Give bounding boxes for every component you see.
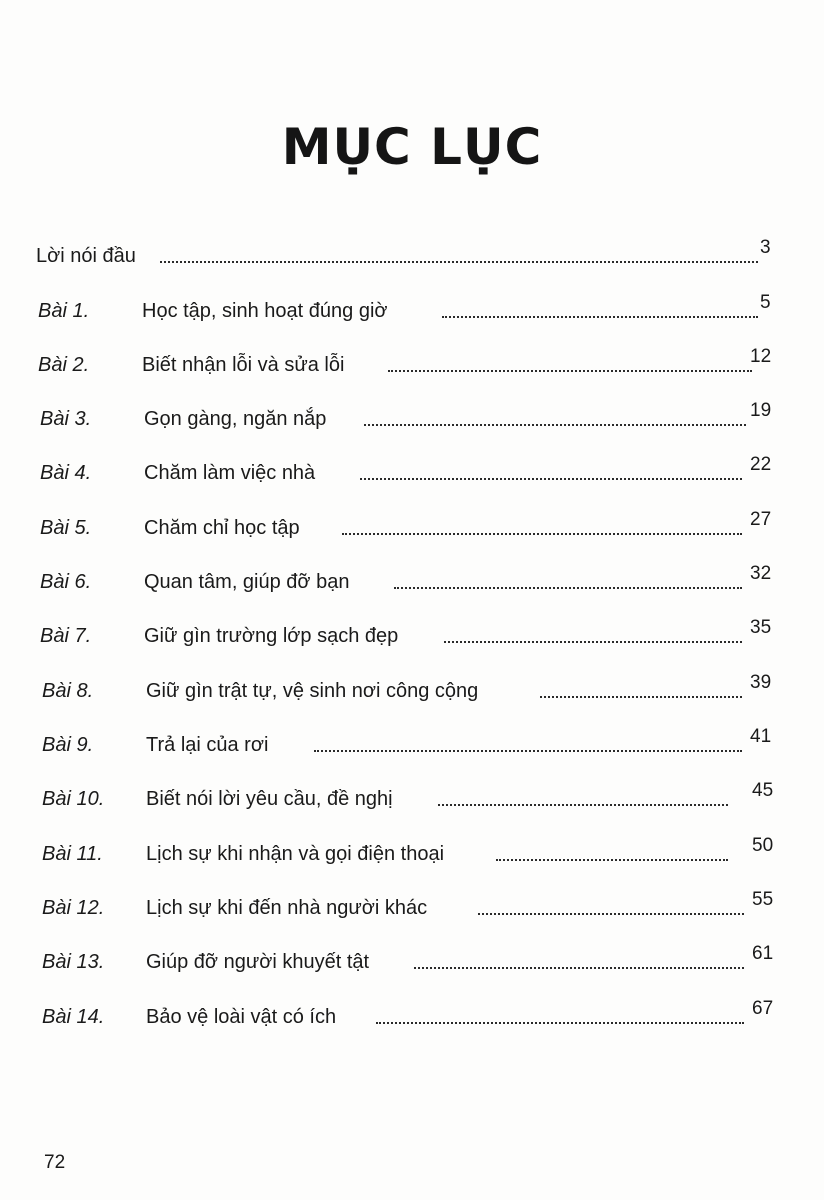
toc-entry-title: Biết nói lời yêu cầu, đề nghị	[146, 788, 393, 810]
toc-entry-label: Bài 11.	[42, 843, 103, 865]
toc-entry	[0, 780, 824, 818]
toc-entry	[0, 889, 824, 927]
toc-entry-page: 61	[752, 943, 774, 964]
dot-leader	[444, 629, 742, 643]
toc-entry	[0, 346, 824, 384]
toc-entry-page: 5	[760, 292, 771, 313]
toc-entry-label: Bài 12.	[42, 897, 105, 919]
dot-leader	[442, 304, 758, 318]
toc-entry	[0, 400, 824, 438]
toc-entry-label: Bài 9.	[42, 734, 94, 756]
dot-leader	[540, 684, 742, 698]
dot-leader	[496, 847, 728, 861]
dot-leader	[388, 358, 752, 372]
toc-entry	[0, 943, 824, 981]
toc-entry-label: Bài 3.	[40, 408, 92, 430]
toc-entry-page: 35	[750, 617, 772, 638]
toc-entry-title: Lời nói đầu	[36, 245, 136, 267]
toc-entry-page: 55	[752, 889, 774, 910]
dot-leader	[394, 575, 742, 589]
toc-entry-label: Bài 14.	[42, 1006, 105, 1028]
dot-leader	[364, 412, 746, 426]
toc-entry-title: Trả lại của rơi	[146, 734, 269, 756]
toc-entry	[0, 454, 824, 492]
dot-leader	[376, 1010, 744, 1024]
toc-entry-label: Bài 6.	[40, 571, 92, 593]
toc-entry-page: 19	[750, 400, 772, 421]
dot-leader	[414, 955, 744, 969]
dot-leader	[360, 466, 742, 480]
toc-entry	[0, 509, 824, 547]
dot-leader	[314, 738, 742, 752]
toc-entry-title: Bảo vệ loài vật có ích	[146, 1006, 337, 1028]
toc-entry-title: Quan tâm, giúp đỡ bạn	[144, 571, 350, 593]
toc-entry	[0, 617, 824, 655]
toc-entry-label: Bài 4.	[40, 462, 92, 484]
toc-entry-label: Bài 7.	[40, 625, 92, 647]
toc-entry-title: Chăm làm việc nhà	[144, 462, 316, 484]
toc-entry-page: 50	[752, 835, 774, 856]
toc-entry-title: Biết nhận lỗi và sửa lỗi	[142, 354, 345, 376]
dot-leader	[160, 249, 758, 263]
toc-entry	[0, 672, 824, 710]
toc-entry-title: Gọn gàng, ngăn nắp	[144, 408, 327, 430]
dot-leader	[438, 792, 728, 806]
toc-entry-label: Bài 10.	[42, 788, 105, 810]
toc-entry-intro	[0, 237, 824, 275]
toc-entry-page: 3	[760, 237, 771, 258]
toc-entry-title: Giúp đỡ người khuyết tật	[146, 951, 370, 973]
dot-leader	[478, 901, 744, 915]
toc-entry-label: Bài 13.	[42, 951, 105, 973]
page-number: 72	[44, 1152, 66, 1173]
page-title: MỤC LỤC	[281, 118, 543, 176]
toc-entry-page: 22	[750, 454, 772, 475]
toc-entry-page: 67	[752, 998, 774, 1019]
toc-entry	[0, 726, 824, 764]
toc-entry-title: Giữ gìn trường lớp sạch đẹp	[144, 625, 399, 647]
toc-entry-page: 45	[752, 780, 774, 801]
toc-entry-title: Học tập, sinh hoạt đúng giờ	[142, 300, 388, 322]
toc-entry-label: Bài 5.	[40, 517, 92, 539]
toc-entry	[0, 292, 824, 330]
toc-entry-page: 27	[750, 509, 772, 530]
toc-entry	[0, 563, 824, 601]
toc-entry-page: 39	[750, 672, 772, 693]
dot-leader	[342, 521, 742, 535]
toc-entry-page: 12	[750, 346, 772, 367]
toc-entry-label: Bài 2.	[38, 354, 90, 376]
toc-entry-label: Bài 8.	[42, 680, 94, 702]
toc-entry-page: 41	[750, 726, 772, 747]
toc-entry	[0, 835, 824, 873]
toc-entry-title: Lịch sự khi đến nhà người khác	[146, 897, 428, 919]
toc-entry	[0, 998, 824, 1036]
toc-entry-title: Chăm chỉ học tập	[144, 517, 300, 539]
toc-entry-page: 32	[750, 563, 772, 584]
toc-entry-label: Bài 1.	[38, 300, 90, 322]
toc-entry-title: Lịch sự khi nhận và gọi điện thoại	[146, 843, 445, 865]
toc-entry-title: Giữ gìn trật tự, vệ sinh nơi công cộng	[146, 680, 479, 702]
